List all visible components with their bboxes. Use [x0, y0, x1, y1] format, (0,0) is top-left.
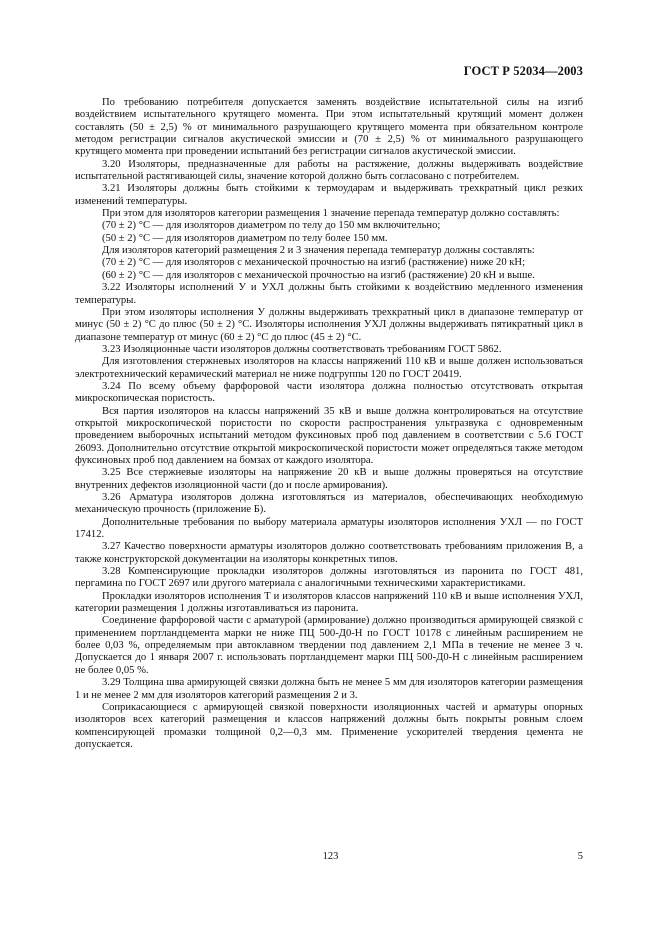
list-item-temp-50: (50 ± 2) °С — для изоляторов диаметром по телу более 150 мм. — [102, 232, 388, 244]
paragraph-cycles: При этом изоляторы исполнения У должны выдерживать трехкратный цикл в диапазоне температур от минус (50 ± 2) °С до плюс (50 ± 2) °С. Изоляторы исполнения УХЛ должны выдерживать пятикратный цикл в диапазоне температур от минус (60 ± 2) °С до плюс (45 ± 2) °С. — [75, 306, 583, 343]
paragraph-3-21: 3.21 Изоляторы должны быть стойкими к термоударам и выдерживать трехкратный цикл резких изменений температуры. — [75, 183, 583, 207]
page-number: 123 — [322, 851, 339, 862]
document-header-title: ГОСТ Р 52034—2003 — [463, 64, 583, 78]
paragraph-categories-2-3: Для изоляторов категорий размещения 2 и 3 значения перепада температур должны составлять: — [102, 245, 535, 257]
list-item-temp-70-strength: (70 ± 2) °С — для изоляторов с механической прочностью на изгиб (растяжение) ниже 20 кН; — [102, 257, 526, 269]
paragraph-compensating-coating: Соприкасающиеся с армирующей связкой поверхности изоляционных частей и арматуры опорных изоляторов всех категорий размещения и классов напряжений должны быть покрыты ровным слоем компенсирующей промазки толщиной 0,2—0,3 мм. Применение ускорителей твердения цемента не допускается. — [75, 701, 583, 750]
paragraph-3-22: 3.22 Изоляторы исполнений У и УХЛ должны быть стойкими к воздействию медленного изменения температуры. — [75, 282, 583, 306]
sheet-number: 5 — [577, 851, 583, 862]
document-body — [75, 97, 583, 751]
paragraph-3-24: 3.24 По всему объему фарфоровой части изолятора должна полностью отсутствовать открытая микроскопическая пористость. — [75, 380, 583, 405]
paragraph-temperature-drop-intro: При этом для изоляторов категории размещения 1 значение перепада температур должно составлять: — [102, 208, 560, 220]
list-item-temp-60-strength: (60 ± 2) °С — для изоляторов с механической прочностью на изгиб (растяжение) 20 кН и выше. — [102, 269, 535, 281]
paragraph-3-25: 3.25 Все стержневые изоляторы на напряжение 20 кВ и выше должны проверяться на отсутствие внутренних дефектов изоляционной части (до и после армирования). — [75, 467, 583, 491]
paragraph-3-23: 3.23 Изоляционные части изоляторов должны соответствовать требованиям ГОСТ 5862. — [102, 343, 502, 355]
paragraph-porosity-control: Вся партия изоляторов на классы напряжений 35 кВ и выше должна контролироваться на отсутствие открытой микроскопической пористости по скорости распространения ультразвука с одновременным проведением выборочных испытаний методом фуксиновых проб под давлением в соответствии с 5.6 ГОСТ 26093. Дополнительно отсутствие открытой микроскопической пористости может определяться также методом фуксиновых проб под давлением на бомзах от каждого изолятора. — [75, 405, 583, 466]
paragraph-3-26: 3.26 Арматура изоляторов должна изготовляться из материалов, обеспечивающих необходимую механическую прочность (приложение Б). — [75, 492, 583, 516]
list-item-temp-70: (70 ± 2) °С — для изоляторов диаметром по телу до 150 мм включительно; — [102, 220, 441, 232]
paragraph-3-20: 3.20 Изоляторы, предназначенные для работы на растяжение, должны выдерживать воздействие испытательной растягивающей силы, значение которой должно быть согласовано с потребителем. — [75, 158, 583, 183]
paragraph-rod-insulators-material: Для изготовления стержневых изоляторов на классы напряжений 110 кВ и выше должен использоваться электротехнический керамический материал не ниже подгруппы 120 по ГОСТ 20419. — [75, 356, 583, 380]
paragraph-fittings-material: Дополнительные требования по выбору материала арматуры изоляторов исполнения УХЛ — по ГОСТ 17412. — [75, 516, 583, 541]
paragraph-3-29: 3.29 Толщина шва армирующей связки должна быть не менее 5 мм для изоляторов категории размещения 1 и не менее 2 мм для изоляторов категорий размещения 2 и 3. — [75, 677, 583, 701]
paragraph-gaskets: Прокладки изоляторов исполнения Т и изоляторов классов напряжений 110 кВ и выше исполнения УХЛ, категории размещения 1 должны изготавливаться из паронита. — [75, 590, 583, 615]
paragraph-torque-replacement: По требованию потребителя допускается заменять воздействие испытательной силы на изгиб воздействием испытательного крутящего момента. При этом испытательный крутящий момент должен составлять (50 ± 2,5) % от минимального разрушающего крутящего момента при обязательном контроле методом регистрации сигналов акустической эмиссии и (70 ± 2,5) % от минимального разрушающего крутящего момента при проведении испытаний без регистрации сигналов акустической эмиссии. — [75, 97, 583, 158]
paragraph-3-28: 3.28 Компенсирующие прокладки изоляторов должны изготовляться из паронита по ГОСТ 481, пергамина по ГОСТ 2697 или другого материала с аналогичными техническими характеристиками. — [75, 566, 583, 590]
paragraph-3-27: 3.27 Качество поверхности арматуры изоляторов должно соответствовать требованиям приложения В, а также конструкторской документации на изоляторы конкретных типов. — [75, 541, 583, 565]
paragraph-cementing: Соединение фарфоровой части с арматурой (армирование) должно производиться армирующей связкой с применением портландцемента марки не ниже ПЦ 500-Д0-Н по ГОСТ 10178 с линейным расширением не более 0,03 %, определяемым при автоклавном твердении под давлением 2,1 МПа в течение не менее 3 ч. Допускается до 1 января 2007 г. использовать портландцемент марки ПЦ 500-Д0-Н с линейным расширением не более 0,05 %. — [75, 615, 583, 676]
